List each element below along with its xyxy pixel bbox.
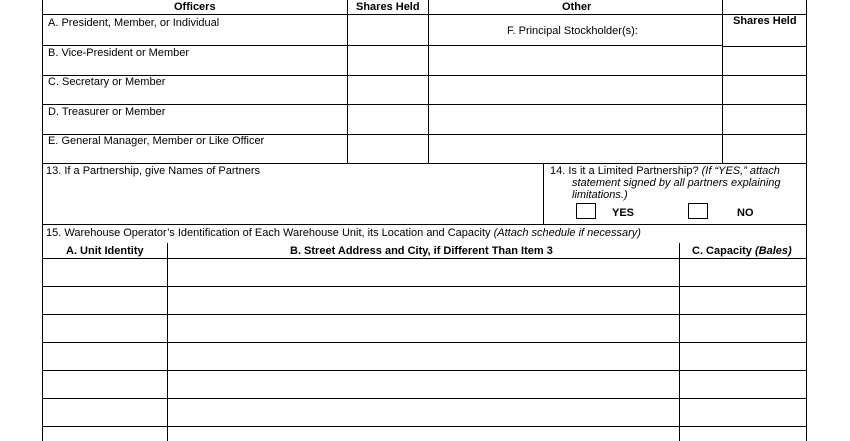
stockholder-shares-field[interactable] (723, 135, 806, 163)
capacity-field[interactable] (680, 315, 806, 342)
shares-held-header-right: Shares Held (733, 15, 797, 27)
rule (543, 163, 544, 224)
officers-header: Officers (174, 1, 216, 13)
street-address-field[interactable] (168, 315, 679, 342)
no-checkbox[interactable] (688, 203, 708, 219)
officer-row-treasurer: D. Treasurer or Member (48, 106, 166, 118)
president-shares-field[interactable] (348, 15, 428, 45)
officer-row-vice-president: B. Vice-President or Member (48, 47, 190, 59)
stockholder-shares-field[interactable] (723, 76, 806, 104)
unit-identity-field[interactable] (43, 399, 167, 426)
stockholder-name-field[interactable] (429, 135, 722, 163)
stockholder-shares-field[interactable] (723, 47, 806, 75)
item-15-label: 15. Warehouse Operator’s Identification of Each Warehouse Unit, its Location and Capacity (Attach schedule if necessary) (46, 227, 641, 239)
street-address-field[interactable] (168, 371, 679, 398)
capacity-field[interactable] (680, 259, 806, 286)
unit-identity-header: A. Unit Identity (66, 245, 144, 257)
principal-stockholders-label: F. Principal Stockholder(s): (507, 25, 638, 37)
unit-identity-field[interactable] (43, 315, 167, 342)
stockholder-name-field[interactable] (429, 46, 722, 75)
vice-president-shares-field[interactable] (348, 46, 428, 75)
rule (42, 163, 807, 164)
officer-row-secretary: C. Secretary or Member (48, 76, 166, 88)
street-address-field[interactable] (168, 343, 679, 370)
street-address-header: B. Street Address and City, if Different Than Item 3 (290, 245, 553, 257)
stockholder-name-field[interactable] (429, 105, 722, 134)
item-14-question: 14. Is it a Limited Partnership? (If “YES,” attach (550, 165, 780, 177)
street-address-field[interactable] (168, 287, 679, 314)
capacity-field[interactable] (680, 399, 806, 426)
capacity-field[interactable] (680, 343, 806, 370)
item-13-label: 13. If a Partnership, give Names of Partners (46, 165, 260, 177)
street-address-field[interactable] (168, 427, 679, 441)
unit-identity-field[interactable] (43, 287, 167, 314)
capacity-field[interactable] (680, 427, 806, 441)
officer-row-president: A. President, Member, or Individual (48, 17, 220, 29)
secretary-shares-field[interactable] (348, 76, 428, 104)
no-label: NO (737, 207, 754, 219)
item-14-line-3: limitations.) (572, 189, 628, 201)
rule (806, 0, 807, 441)
unit-identity-field[interactable] (43, 371, 167, 398)
unit-identity-field[interactable] (43, 427, 167, 441)
rule (42, 224, 807, 225)
treasurer-shares-field[interactable] (348, 105, 428, 134)
street-address-field[interactable] (168, 399, 679, 426)
stockholder-name-field[interactable] (429, 76, 722, 104)
other-header: Other (562, 1, 592, 13)
stockholder-shares-field[interactable] (723, 105, 806, 134)
general-manager-shares-field[interactable] (348, 135, 428, 163)
capacity-field[interactable] (680, 371, 806, 398)
partners-names-field[interactable] (43, 180, 543, 224)
item-14-line-2: statement signed by all partners explaining (572, 177, 781, 189)
capacity-header: C. Capacity (Bales) (692, 245, 792, 257)
yes-label: YES (612, 207, 635, 219)
unit-identity-field[interactable] (43, 259, 167, 286)
capacity-field[interactable] (680, 287, 806, 314)
officer-row-general-manager: E. General Manager, Member or Like Officer (48, 135, 265, 147)
yes-checkbox[interactable] (576, 203, 596, 219)
street-address-field[interactable] (168, 259, 679, 286)
shares-held-header: Shares Held (356, 1, 420, 13)
unit-identity-field[interactable] (43, 343, 167, 370)
